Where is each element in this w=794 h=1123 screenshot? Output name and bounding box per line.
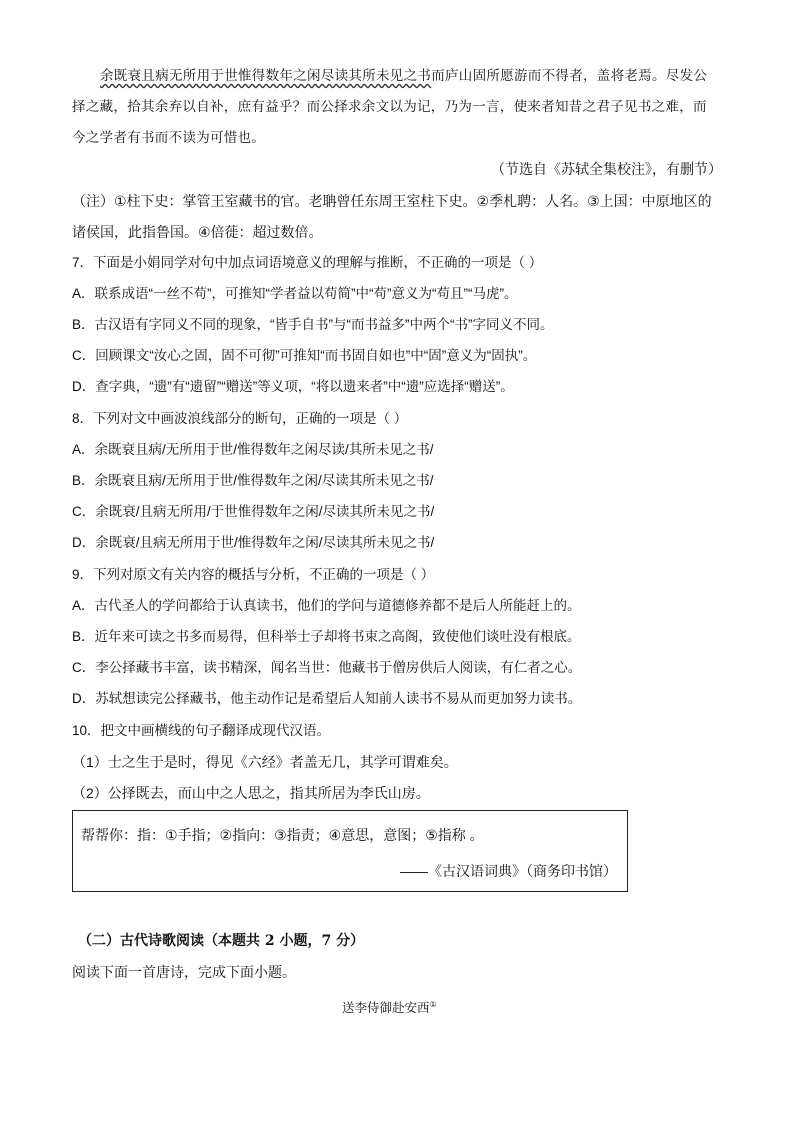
passage-line-1 bbox=[100, 66, 707, 86]
q7-option-b: B．古汉语有字同义不同的现象，“皆手自书”与“而书益多”中两个“书”字同义不同。 bbox=[72, 317, 554, 332]
q8-option-d: D．余既衰/且病无所用于世/惟得数年之闲/尽读其所未见之书/ bbox=[72, 535, 435, 550]
help-box bbox=[72, 810, 628, 892]
passage-line-3: 今之学者有书而不读为可惜也。 bbox=[72, 130, 266, 146]
help-box-text: 帮帮你：指：①手指；②指向：③指责；④意思，意图；⑤指称 。 bbox=[81, 827, 484, 843]
poem-title-text: 送李侍御赴安西 bbox=[342, 1000, 430, 1016]
q8-option-b: B．余既衰且病/无所用于世/惟得数年之闲/尽读其所未见之书/ bbox=[72, 473, 434, 488]
q8-stem: 8．下列对文中画波浪线部分的断句，正确的一项是（ ） bbox=[72, 411, 408, 426]
poem-title bbox=[342, 995, 437, 1018]
q7-option-c: C．回顾课文“汝心之固，固不可彻”可推知“而书固自如也”中“固”意义为“固执”。 bbox=[72, 348, 537, 363]
q8-option-a: A．余既衰且病/无所用于世/惟得数年之闲尽读/其所未见之书/ bbox=[72, 442, 434, 457]
q9-option-d: D．苏轼想读完公择藏书，他主动作记是希望后人知前人读书不易从而更加努力读书。 bbox=[72, 691, 582, 706]
q9-option-c: C．李公择藏书丰富，读书精深，闻名当世：他藏书于僧房供后人阅读，有仁者之心。 bbox=[72, 660, 582, 675]
q8-option-c: C．余既衰/且病无所用/于世惟得数年之闲/尽读其所未见之书/ bbox=[72, 504, 435, 519]
notes-line-2: 诸侯国，此指鲁国。④倍蓰：超过数倍。 bbox=[72, 224, 323, 240]
wavy-underlined-sentence: 余既衰且病无所用于世惟得数年之闲尽读其所未见之书 bbox=[100, 68, 432, 84]
q10-sentence-2: （2）公择既去，而山中之人思之，指其所居为李氏山房。 bbox=[72, 785, 430, 801]
passage-source: （节选自《苏轼全集校注》，有删节） bbox=[491, 161, 722, 177]
notes-line-1: （注）①柱下史：掌管王室藏书的官。老聃曾任东周王室柱下史。②季札聘：人名。③上国：中原地区的 bbox=[72, 193, 712, 209]
passage-line-2: 择之藏，拾其余弃以自补，庶有益乎？而公择求余文以为记，乃为一言，使来者知昔之君子见书之难，而 bbox=[72, 99, 707, 115]
q7-stem: 7．下面是小娟同学对句中加点词语境意义的理解与推断，不正确的一项是（ ） bbox=[72, 255, 543, 270]
help-box-source: ——《古汉语词典》（商务印书馆） bbox=[400, 863, 617, 879]
q9-option-b: B．近年来可读之书多而易得，但科举士子却将书束之高阁，致使他们谈吐没有根底。 bbox=[72, 629, 581, 644]
q10-sentence-1: （1）士之生于是时，得见《六经》者盖无几，其学可谓难矣。 bbox=[72, 754, 458, 770]
q9-stem: 9．下列对原文有关内容的概括与分析，不正确的一项是（ ） bbox=[72, 567, 435, 582]
q9-option-a: A．古代圣人的学问都给于认真读书，他们的学问与道德修养都不是后人所能赶上的。 bbox=[72, 598, 581, 613]
q7-option-d: D．查字典，“遗”有“遗留”“赠送”等义项，“将以遗来者”中“遗”应选择“赠送”。 bbox=[72, 379, 514, 394]
section-instruction: 阅读下面一首唐诗，完成下面小题。 bbox=[72, 964, 296, 980]
q10-stem: 10．把文中画横线的句子翻译成现代汉语。 bbox=[72, 723, 331, 738]
section-heading: （二）古代诗歌阅读（本题共 2 小题，7 分） bbox=[78, 933, 365, 949]
poem-title-footnote-marker: ① bbox=[429, 1000, 437, 1009]
q7-option-a: A．联系成语“一丝不苟”，可推知“学者益以苟简”中“苟”意义为“苟且”“马虎”。 bbox=[72, 286, 518, 301]
passage-line-1-rest: 而庐山固所愿游而不得者，盖将老焉。尽发公 bbox=[431, 68, 708, 84]
